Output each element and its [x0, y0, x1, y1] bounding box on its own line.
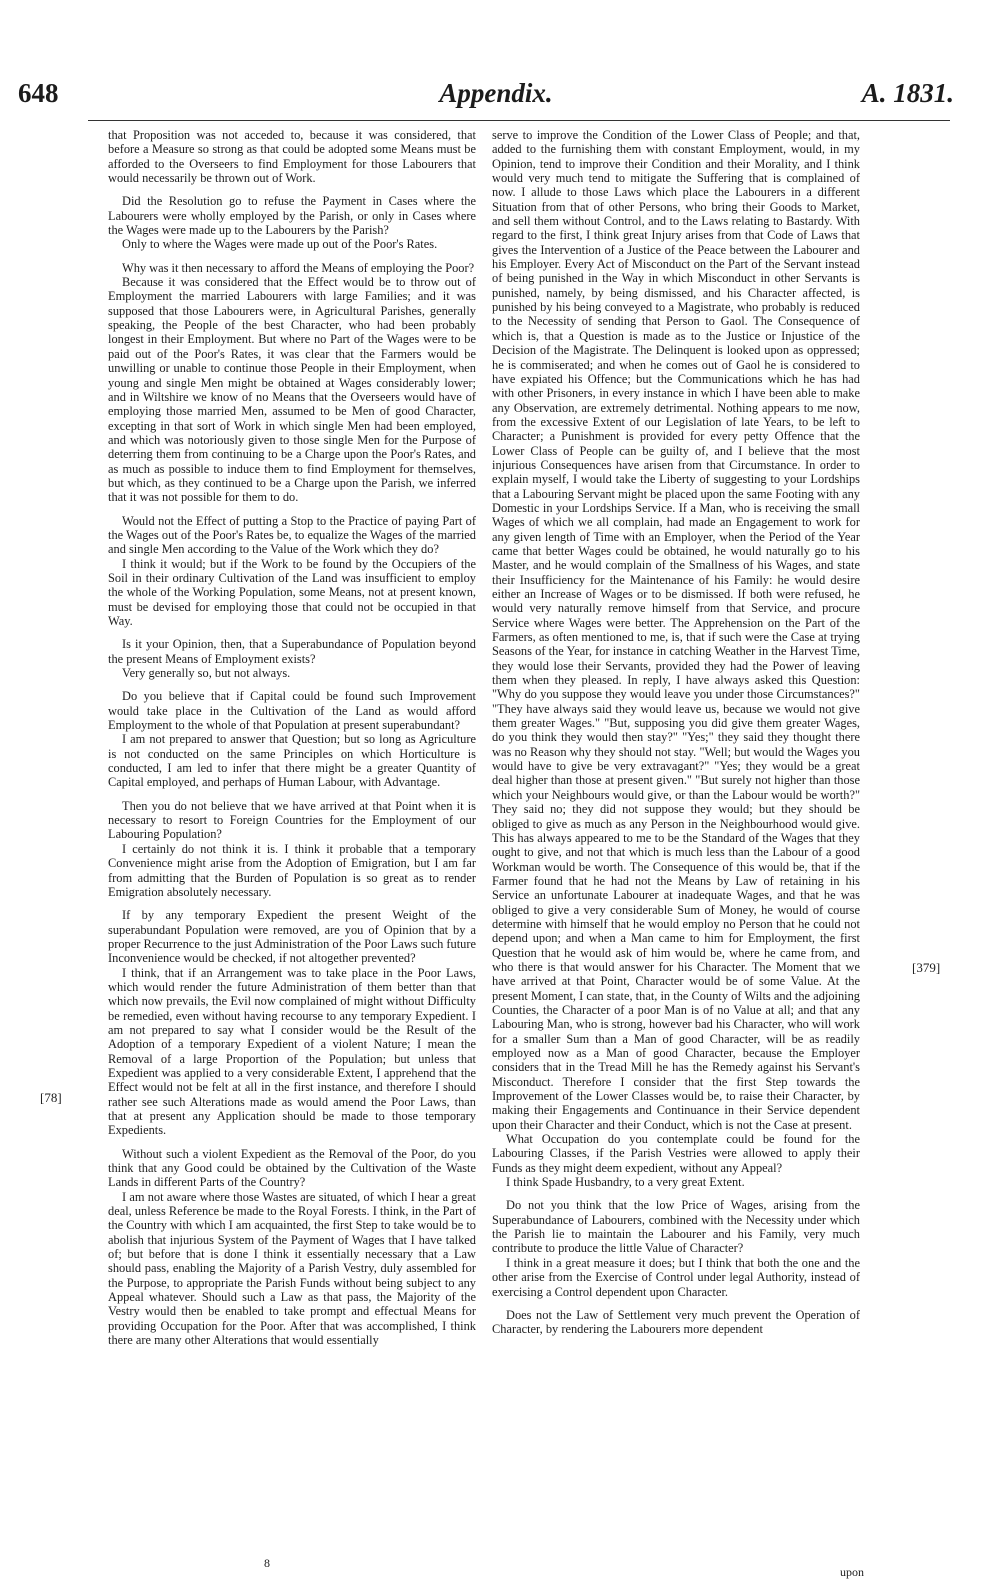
signature-mark: 8 — [264, 1556, 270, 1570]
margin-note-left: [78] — [40, 1090, 62, 1105]
header-rule — [88, 120, 950, 121]
answer: I certainly do not think it is. I think it probable that a temporary Convenience might arise from the Adoption of Emigration, but I am far from admitting that the Burden of Population is so great as to render Emigration absolutely necessary. — [108, 841, 476, 899]
answer: Very generally so, but not always. — [122, 666, 291, 681]
question: Why was it then necessary to afford the Means of employing the Poor? — [122, 260, 475, 275]
question: If by any temporary Expedient the present Weight of the superabundant Population were removed, are you of Opinion that by a proper Recurrence to the just Administration of the Poor Laws such future Inconvenience would be checked, if not altogether prevented? — [108, 908, 476, 966]
question: Without such a violent Expedient as the Removal of the Poor, do you think that any Good could be obtained by the Cultivation of the Waste Lands in different Parts of the Country? — [108, 1146, 476, 1190]
answer: Because it was considered that the Effect would be to throw out of Employment the married Labourers with large Families; and it was supposed that those Labourers were, in Agricultural Parishes, generally speaking, the People of the best Character, who had been probably longest in their Employment. But where no Part of the Wages were to be paid out of the Poor's Rates, it was clear that the Farmers would be unwilling or unable to continue those People in their Employment, when young and single Men might be obtained at Wages considerably lower; and in Wiltshire we know of no Means that the Overseers would have of employing those married Men, assumed to be Men of good Character, excepting in that sort of Work in which single Men had been employed, and which was notoriously given to those single Men for the Purpose of deterring them from continuing to be a Charge upon the Poor's Rates, and as much as possible to induce them to find Employment for themselves, but which, as they continued to be a Charge upon the Parish, we inferred that it was not possible for them to do. — [108, 275, 476, 505]
answer: I am not prepared to answer that Question; but so long as Agriculture is not conducted on the same Principles on which Horticulture is conducted, I am led to infer that there might be a greater Quantity of Capital employed, and perhaps of Human Labour, with Advantage. — [108, 732, 476, 790]
answer: I think it would; but if the Work to be found by the Occupiers of the Soil in their ordinary Cultivation of the Land was insufficient to employ the whole of the Working Population, some Means, not at present known, must be devised for employing those that could not be occupied in that Way. — [108, 556, 476, 628]
catchword: upon — [840, 1565, 864, 1579]
answer: I think Spade Husbandry, to a very great Extent. — [506, 1175, 745, 1190]
running-title: Appendix. — [439, 78, 553, 108]
paragraph: that Proposition was not acceded to, because it was considered, that before a Measure so strong as that could be adopted some Means must be afforded to the Overseers to find Employment for those Labourers that would necessarily be thrown out of Work. — [108, 128, 476, 186]
right-column — [492, 128, 860, 1337]
question: Then you do not believe that we have arrived at that Point when it is necessary to resort to Foreign Countries for the Employment of our Labouring Population? — [108, 798, 476, 842]
left-column — [108, 128, 476, 1348]
page-number: 648 — [18, 78, 59, 108]
question: What Occupation do you contemplate could be found for the Labouring Classes, if the Parish Vestries were allowed to apply their Funds as they might deem expedient, without any Appeal? — [492, 1132, 860, 1175]
year-label: A. 1831. — [861, 78, 954, 108]
answer: I think in a great measure it does; but I think that both the one and the other arise from the Exercise of Control under legal Authority, instead of exercising a Control dependent upon Character. — [492, 1255, 860, 1299]
paragraph: serve to improve the Condition of the Lower Class of People; and that, added to the furnishing them with constant Employment, would, in my Opinion, tend to improve their Condition and their Morality, and I think would very much tend to mitigate the Suffering that is complained of now. I allude to those Laws which place the Labourers in a different Situation from that of other Persons, who bring their Goods to Market, and sell them without Control, and to the Laws relating to Bastardy. With regard to the first, I think great Injury arises from that Code of Laws that gives the Intervention of a Justice of the Peace between the Labourer and his Employer. Every Act of Misconduct on the Part of the Servant instead of being punished in the Way in which Misconduct in other Servants is punished, namely, by being dismissed, and his Character affected, is punished by his being conveyed to a Magistrate, who probably is reduced to the Necessity of sending that Person to Gaol. The Consequence of which is, that a Question is made as to the Justice or Injustice of the Decision of the Magistrate. The Delinquent is looked upon as oppressed; he is commiserated; and when he comes out of Gaol he is considered to have expiated his Offence; but the Communications which he has had with other Prisoners, in every instance in which I have been able to make any Observation, are extremely detrimental. Nothing appears to me now, from the excessive Extent of our Legislation of late Years, to be left to Character; a Punishment is provided for every petty Offence that the Lower Class of People can be guilty of, and I believe that the most injurious Consequences have arisen from that Circumstance. In order to explain myself, I would take the Liberty of suggesting to your Lordships that a Labouring Servant might be placed upon the same Footing with any Domestic in your Lordships Service. If a Man, who is receiving the small Wages of which we all complain, had made an Engagement to work for any given length of Time with an Employer, when the Period of the Year came that better Wages could be obtained, he would naturally go to his Master, and he would complain of the Smallness of his Wages, and state their Insufficiency for the Maintenance of his Family: he would desire either an Increase of Wages or to be dismissed. If both were refused, he would very naturally remove himself from that Service, and procure Service where Wages were better. The Apprehension on the Part of the Farmers, as often mentioned to me, is, that if such were the Case at trying Seasons of the Year, for instance in catching Weather in the Harvest Time, they would lose their Servants, provided they had the Power of leaving them when they pleased. In reply, I have always asked this Question: "Why do you suppose they would leave you under those Circumstances?" "They have always said they would leave us, because we would not give them greater Wages." "But, supposing you did give them greater Wages, do you think they would then stay?" "Yes;" they said they thought there was no Reason why they should not stay. "Well; but would the Wages you would have to give be very extravagant?" "Yes; they would be a great deal higher than those at present given." "But surely not higher than those which your Neighbours would give, or than the Labour would be worth?" They said no; they did not suppose they would; but they should be obliged to give as much as any Person in the Neighbourhood would give. This has always appeared to me to be the Standard of the Wages that they ought to give, and not that which is much less than the Labour of a good Workman would be worth. The Consequence of this would be, that if the Farmer found that he had not the Means by Law of retaining in his Service an unfortunate Labourer at inadequate Wages, and that he was obliged to give a very considerable Sum of Money, he would of course determine with himself that he would employ no Person that he could not depend upon; and when a Man came to him for Employment, the first Question that he would ask of him would be, where he came from, and who there is that would answer for his Character. The Moment that we have arrived at that Point, Character would be of some Value. At the present Moment, I can state, that, in the County of Wilts and the adjoining Counties, the Character of a poor Man is of no Value at all; and that any Labouring Man, who is strong, however bad his Character, who will work for a smaller Sum than a Man of good Character, will be as readily employed now as a Man of good Character, because the Employer considers that in the Tread Mill he has the Remedy against his Servant's Misconduct. Therefore I consider that the first Step towards the Improvement of the Lower Classes would be, to raise their Character, by making their Engagements and Continuance in their Service dependent upon their Character and their Conduct, which is not the Case at present. — [492, 128, 860, 1132]
question: Does not the Law of Settlement very much prevent the Operation of Character, by rendering the Labourers more dependent — [492, 1307, 860, 1337]
answer: I am not aware where those Wastes are situated, of which I hear a great deal, unless Reference be made to the Royal Forests. I think, in the Part of the Country with which I am acquainted, the first Step to take would be to abolish that injurious System of the Payment of Wages that I have talked of; but before that is done I think it essentially necessary that a Law should pass, enabling the Majority of a Parish Vestry, duly assembled for the Purpose, to appropriate the Parish Funds without being subject to any Appeal whatever. Should such a Law as that pass, the Majority of the Vestry would then be enabled to take prompt and effectual Means for providing Occupation for the Poor. After that was accomplished, I think there are many other Alterations that would essentially — [108, 1189, 476, 1348]
question: Did the Resolution go to refuse the Payment in Cases where the Labourers were wholly employed by the Parish, or only in Cases where the Wages were made up to the Labourers by the Parish? — [108, 194, 476, 238]
margin-note-right: [379] — [912, 960, 941, 975]
answer: Only to where the Wages were made up out of the Poor's Rates. — [122, 237, 438, 252]
question: Is it your Opinion, then, that a Superabundance of Population beyond the present Means of Employment exists? — [108, 637, 476, 666]
answer: I think, that if an Arrangement was to take place in the Poor Laws, which would render the future Administration of them better than that which now prevails, the Evil now complained of might without Difficulty be remedied, even without having recourse to any temporary Expedient. I am not prepared to say what I consider would be the Result of the Adoption of a temporary Expedient of a violent Nature; I mean the Removal of a large Proportion of the Population; but unless that Expedient was applied to a very considerable Extent, I apprehend that the Effect would not be felt at all in the first instance, and therefore I should rather see such Alterations made as would amend the Poor Laws, than that at present any Application should be made to those temporary Expedients. — [108, 965, 476, 1138]
question: Would not the Effect of putting a Stop to the Practice of paying Part of the Wages out of the Poor's Rates be, to equalize the Wages of the married and single Men according to the Value of the Work which they do? — [108, 513, 476, 557]
question: Do you believe that if Capital could be found such Improvement would take place in the Cultivation of the Land as would afford Employment to the whole of that Population at present superabundant? — [108, 689, 476, 733]
question: Do not you think that the low Price of Wages, arising from the Superabundance of Labourers, combined with the Necessity under which the Parish lie to maintain the Labourer and his Family, very much contribute to produce the little Value of Character? — [492, 1198, 860, 1256]
page-header — [0, 78, 992, 118]
